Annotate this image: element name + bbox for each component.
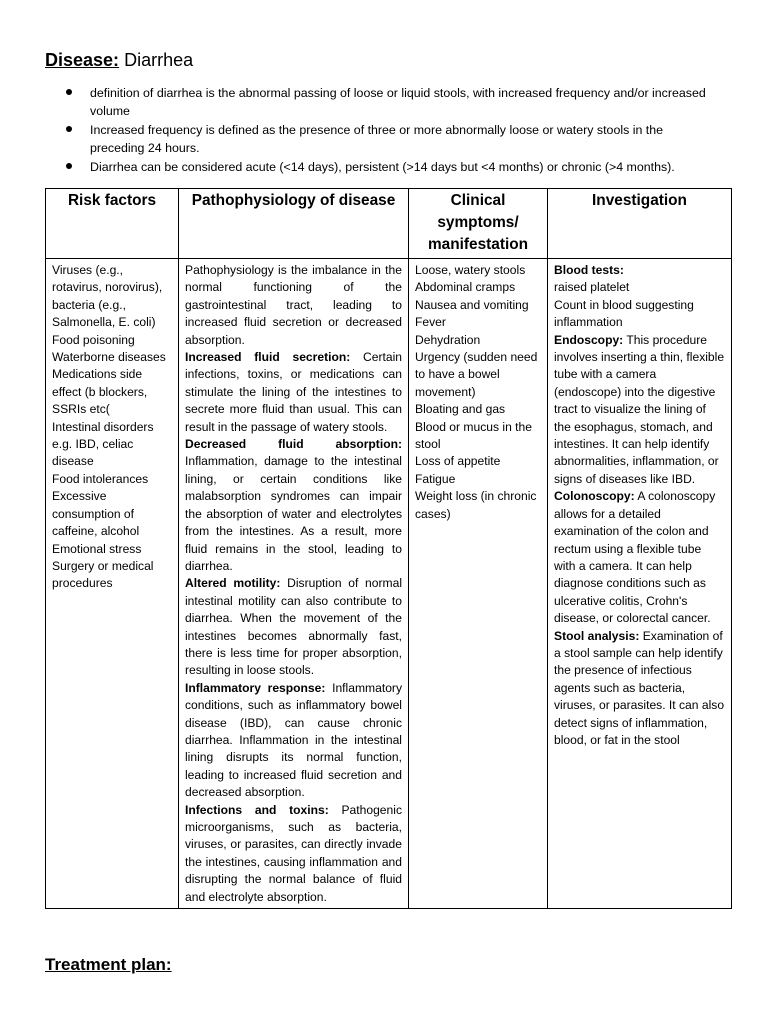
section-heading: Endoscopy: [554, 332, 624, 347]
list-item: Medications side effect (b blockers, SSRIs etc( [52, 367, 148, 417]
bullet-text: Diarrhea can be considered acute (<14 days), persistent (>14 days but <4 months) or chronic (>4 months). [90, 160, 675, 174]
bullet-text: definition of diarrhea is the abnormal passing of loose or liquid stools, with increased frequency and/or increased volume [90, 86, 706, 118]
section-heading: Increased fluid secretion: [185, 350, 351, 365]
list-item: Fever [415, 315, 446, 330]
section-heading: Inflammatory response: [185, 680, 326, 695]
blood-tests-heading: Blood tests: [554, 263, 624, 277]
list-item: Count in blood suggesting inflammation [554, 297, 694, 330]
section-heading: Infections and toxins: [185, 802, 329, 817]
list-item: Surgery or medical procedures [52, 558, 154, 591]
bullet-icon [66, 89, 72, 95]
list-item: Intestinal disorders e.g. IBD, celiac disease [52, 419, 154, 469]
list-item: Loss of appetite [415, 454, 501, 469]
list-item: Excessive consumption of caffeine, alcohol [52, 489, 140, 539]
section-heading: Altered motility: [185, 576, 281, 591]
investigation-cell [548, 259, 732, 909]
bullet-icon [66, 126, 72, 132]
investigation-section [554, 488, 725, 627]
investigation-section [554, 332, 725, 489]
section-text: Examination of a stool sample can help identify the presence of infectious agents such as bacteria, viruses, or parasites. It can also detect signs of inflammation, blood, or fat in the stool [554, 628, 725, 747]
list-item: Waterborne diseases [52, 350, 166, 365]
section-text: A colonoscopy allows for a detailed examination of the colon and rectum using a flexible tube with a camera. It can help diagnose conditions such as ulcerative colitis, Crohn's disease, or colorectal cancer. [554, 489, 716, 626]
definition-bullets [66, 84, 706, 177]
disease-name: Diarrhea [124, 50, 194, 70]
section-text: Disruption of normal intestinal motility can also contribute to diarrhea. When the movement of the intestines becomes abnormally fast, there is less time for proper absorption, resulting in loose stools. [185, 576, 403, 678]
bullet-item [66, 84, 706, 120]
header-risk-factors: Risk factors [46, 189, 179, 259]
table-header-row [46, 189, 732, 259]
table-row [46, 259, 732, 909]
section-text: Inflammatory conditions, such as inflammatory bowel disease (IBD), can cause chronic diarrhea. Inflammation in the intestinal lining disrupts its normal function, leading to increased fluid secretion and decreased absorption. [185, 680, 402, 800]
list-item: Abdominal cramps [415, 280, 516, 295]
bullet-icon [66, 163, 72, 169]
list-item: Urgency (sudden need to have a bowel movement) [415, 350, 538, 399]
disease-label: Disease: [45, 50, 120, 70]
section-text: Certain infections, toxins, or medications can stimulate the lining of the intestines to secrete more fluid than usual. This can result in the passage of watery stools. [185, 350, 402, 434]
list-item: Loose, watery stools [415, 263, 526, 277]
bullet-text: Increased frequency is defined as the presence of three or more abnormally loose or watery stools in the preceding 24 hours. [90, 123, 664, 155]
pathophysiology-section [185, 436, 402, 575]
list-item: Food intolerances [52, 471, 149, 486]
section-heading: Stool analysis: [554, 628, 640, 643]
list-item: Nausea and vomiting [415, 297, 529, 312]
pathophysiology-section [185, 802, 402, 906]
investigation-section [554, 628, 725, 750]
list-item: Weight loss (in chronic cases) [415, 489, 537, 521]
pathophysiology-intro: Pathophysiology is the imbalance in the normal functioning of the gastrointestinal tract, leading to increased fluid secretion or decreased absorption. [185, 263, 402, 347]
list-item: Viruses (e.g., rotavirus, norovirus), bacteria (e.g., Salmonella, E. coli) [52, 263, 163, 330]
header-pathophysiology: Pathophysiology of disease [179, 189, 409, 259]
header-clinical-symptoms: Clinical symptoms/ manifestation [409, 189, 548, 259]
section-heading: Decreased fluid absorption: [185, 437, 402, 452]
list-item: Fatigue [415, 471, 456, 486]
pathophysiology-section [185, 575, 402, 679]
section-text: Inflammation, damage to the intestinal lining, or certain conditions like malabsorption syndromes can impair the absorption of water and electrolytes from the intestines. As a result, more fluid remains in the stool, leading to diarrhea. [185, 454, 402, 573]
risk-factors-cell [46, 259, 179, 909]
list-item: raised platelet [554, 280, 630, 295]
disease-title [45, 50, 193, 70]
section-text: Pathogenic microorganisms, such as bacteria, viruses, or parasites, can directly invade the intestines, causing inflammation and disrupting the normal balance of fluid and electrolyte absorption. [185, 802, 402, 904]
list-item: Blood or mucus in the stool [415, 419, 532, 452]
pathophysiology-cell [179, 259, 409, 909]
list-item: Bloating and gas [415, 402, 506, 417]
pathophysiology-section [185, 349, 402, 436]
list-item: Dehydration [415, 332, 481, 347]
list-item: Emotional stress [52, 541, 142, 556]
header-investigation: Investigation [548, 189, 732, 259]
list-item: Food poisoning [52, 332, 135, 347]
section-heading: Colonoscopy: [554, 489, 635, 504]
bullet-item [66, 121, 706, 157]
pathophysiology-section [185, 680, 402, 802]
symptoms-cell [409, 259, 548, 909]
disease-table [45, 188, 732, 909]
bullet-item [66, 158, 706, 176]
treatment-plan-heading: Treatment plan: [45, 955, 172, 974]
section-text: This procedure involves inserting a thin, flexible tube with a camera (endoscope) into the digestive tract to visualize the lining of the esophagus, stomach, and intestines. It can help identify abnormalities, inflammation, or signs of diseases like IBD. [554, 332, 725, 486]
